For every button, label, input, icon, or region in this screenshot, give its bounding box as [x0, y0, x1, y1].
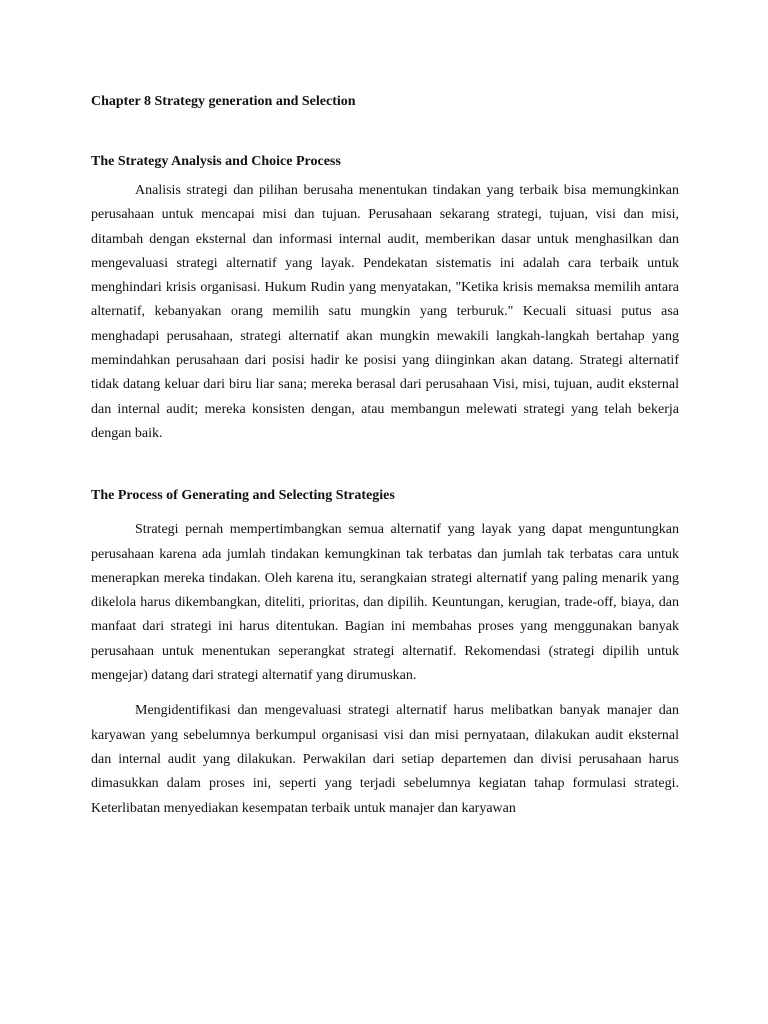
- section-heading-generating-selecting: The Process of Generating and Selecting Strategies: [91, 488, 395, 504]
- paragraph-generating-1: Strategi pernah mempertimbangkan semua alternatif yang layak yang dapat menguntungkan perusahaan karena ada jumlah tindakan kemungkinan tak terbatas dan jumlah tak terbatas cara untuk menerapkan mereka tindakan. Oleh karena itu, serangkaian strategi alternatif yang paling menarik yang dikelola harus dikembangkan, diteliti, prioritas, dan dipilih. Keuntungan, kerugian, trade-off, biaya, dan manfaat dari strategi ini harus ditentukan. Bagian ini membahas proses yang menggunakan banyak perusahaan untuk menentukan seperangkat strategi alternatif. Rekomendasi (strategi dipilih untuk mengejar) datang dari strategi alternatif yang dirumuskan.: [91, 522, 679, 684]
- paragraph-strategy-analysis: Analisis strategi dan pilihan berusaha menentukan tindakan yang terbaik bisa memungkinkan perusahaan untuk mencapai misi dan tujuan. Perusahaan sekarang strategi, tujuan, visi dan misi, ditambah dengan eksternal dan informasi internal audit, memberikan dasar untuk menghasilkan dan mengevaluasi strategi alternatif yang layak. Pendekatan sistematis ini adalah cara terbaik untuk menghindari krisis organisasi. Hukum Rudin yang menyatakan, "Ketika krisis memaksa memilih antara alternatif, kebanyakan orang memilih satu mungkin yang terburuk." Kecuali situasi putus asa menghadapi perusahaan, strategi alternatif akan mungkin mewakili langkah-langkah bertahap yang memindahkan perusahaan dari posisi hadir ke posisi yang diinginkan akan datang. Strategi alternatif tidak datang keluar dari biru liar sana; mereka berasal dari perusahaan Visi, misi, tujuan, audit eksternal dan internal audit; mereka konsisten dengan, atau membangun melewati strategi yang telah bekerja dengan baik.: [91, 183, 679, 441]
- chapter-title: Chapter 8 Strategy generation and Selection: [91, 94, 356, 109]
- document-body: [91, 90, 679, 821]
- paragraph-generating-2: Mengidentifikasi dan mengevaluasi strategi alternatif harus melibatkan banyak manajer dan karyawan yang sebelumnya berkumpul organisasi visi dan misi pernyataan, dilakukan audit eksternal dan internal audit yang dilakukan. Perwakilan dari setiap departemen dan divisi perusahaan harus dimasukkan dalam proses ini, seperti yang terjadi sebelumnya kegiatan tahap formulasi strategi. Keterlibatan menyediakan kesempatan terbaik untuk manajer dan karyawan: [91, 703, 679, 816]
- section-heading-strategy-analysis: The Strategy Analysis and Choice Process: [91, 154, 341, 169]
